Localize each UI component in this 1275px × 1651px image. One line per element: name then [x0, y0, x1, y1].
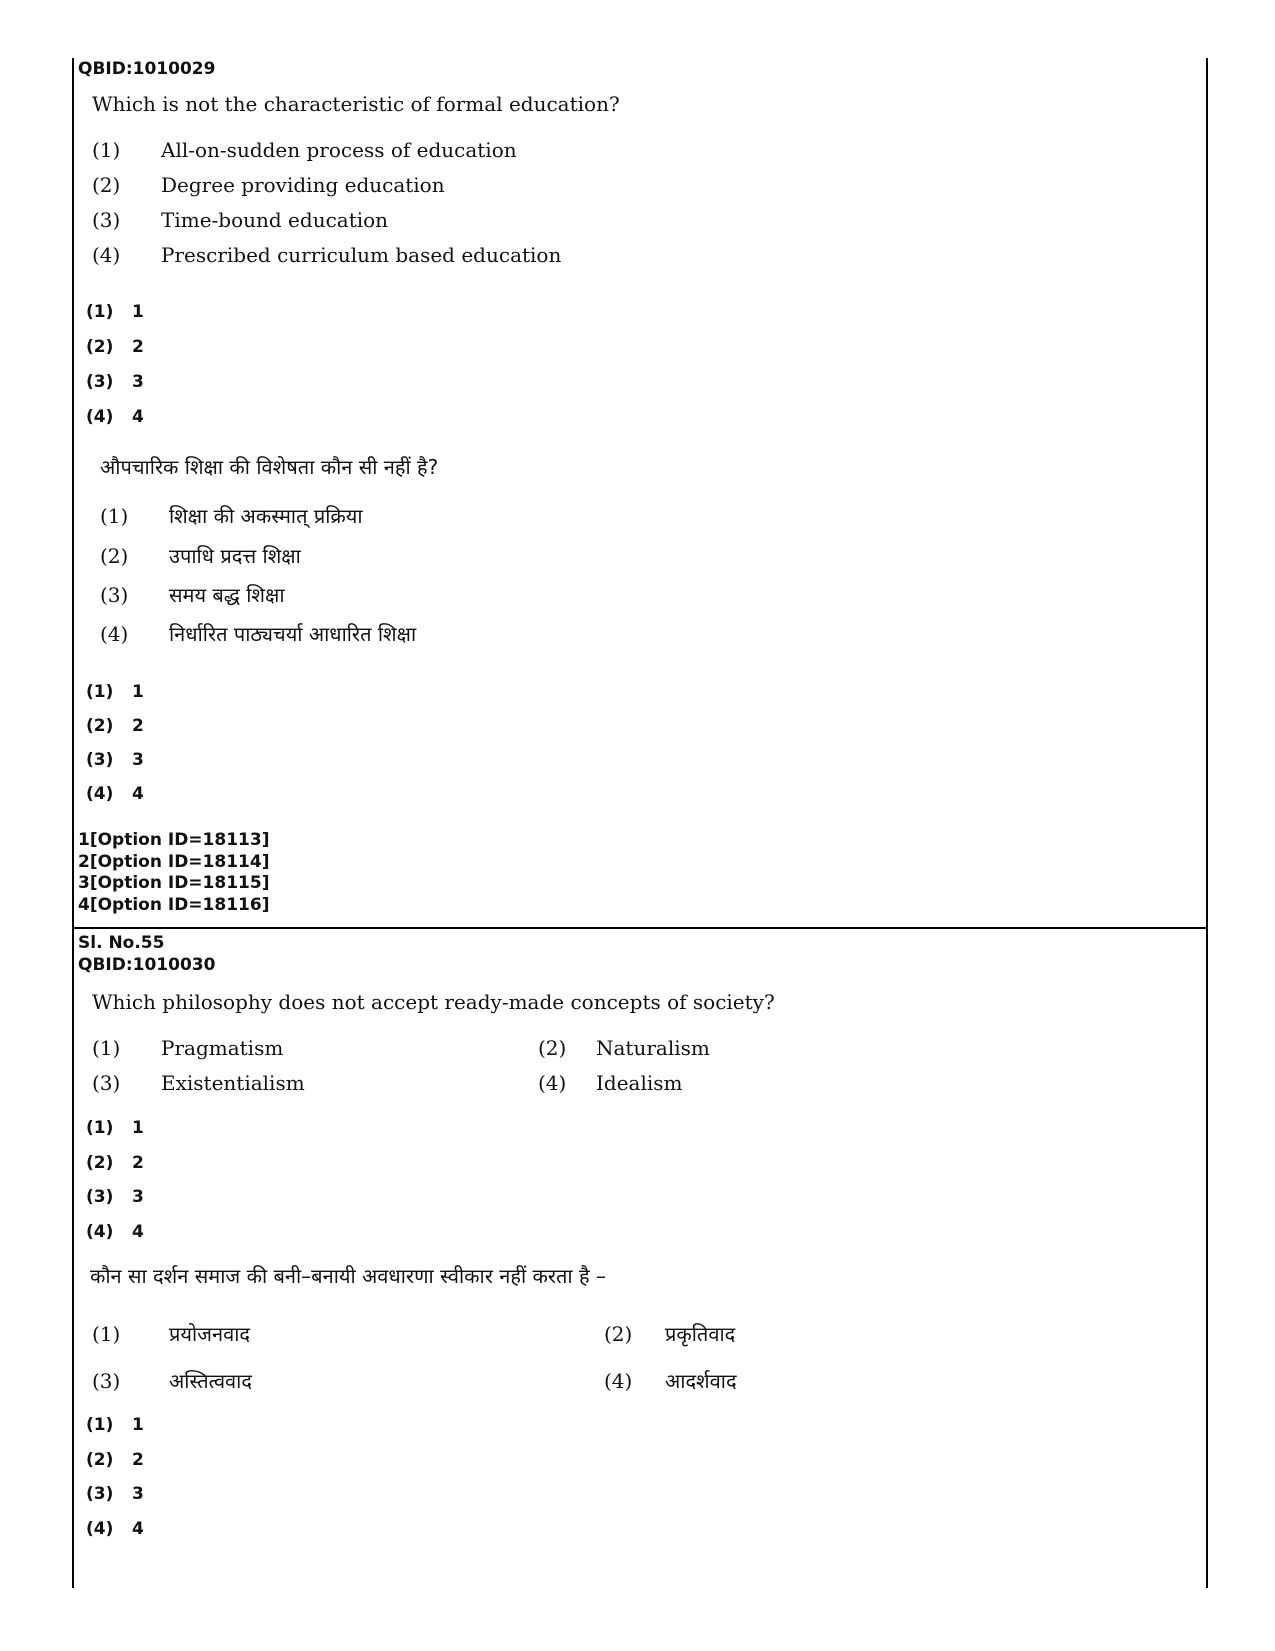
option-text: प्रयोजनवाद — [169, 1322, 251, 1346]
qbid-label: QBID:1010029 — [78, 59, 216, 79]
answer-choice[interactable]: (1) 1 — [86, 302, 144, 322]
option-text: निर्धारित पाठ्यचर्या आधारित शिक्षा — [169, 622, 417, 646]
option-text: Time-bound education — [161, 208, 389, 232]
option-text: अस्तित्ववाद — [169, 1369, 252, 1393]
answer-choice[interactable]: (3) 3 — [86, 750, 144, 770]
question-text-english: Which philosophy does not accept ready-made concepts of society? — [92, 990, 775, 1014]
option-id: 1[Option ID=18113] — [78, 830, 270, 850]
option-number: (3) — [92, 1071, 121, 1095]
option-id: 4[Option ID=18116] — [78, 894, 270, 915]
option-number: (2) — [100, 544, 129, 568]
option-id-list — [78, 830, 269, 916]
answer-choice[interactable]: (2) 2 — [86, 337, 144, 357]
option-number: (2) — [604, 1322, 633, 1346]
option-text: आदर्शवाद — [665, 1369, 737, 1393]
option-text: All-on-sudden process of education — [161, 138, 517, 162]
answer-choice[interactable]: (3) 3 — [86, 1187, 144, 1207]
answer-choice[interactable]: (2) 2 — [86, 1153, 144, 1173]
answer-choice[interactable]: (1) 1 — [86, 682, 144, 702]
question-text-hindi: औपचारिक शिक्षा की विशेषता कौन सी नहीं है? — [100, 455, 439, 479]
answer-choice[interactable]: (4) 4 — [86, 1519, 144, 1539]
answer-choice[interactable]: (4) 4 — [86, 1222, 144, 1242]
page-frame-right-border — [1206, 58, 1208, 1588]
answer-choice[interactable]: (2) 2 — [86, 1450, 144, 1470]
option-number: (3) — [100, 583, 129, 607]
option-number: (4) — [538, 1071, 567, 1095]
serial-number-label: Sl. No.55 — [78, 933, 165, 953]
question-divider — [72, 927, 1208, 929]
answer-choice[interactable]: (3) 3 — [86, 1484, 144, 1504]
qbid-label: QBID:1010030 — [78, 955, 216, 975]
question-text-english: Which is not the characteristic of formal education? — [92, 92, 620, 116]
option-number: (4) — [92, 243, 121, 267]
option-number: (2) — [92, 173, 121, 197]
answer-choice[interactable]: (2) 2 — [86, 716, 144, 736]
option-text: Prescribed curriculum based education — [161, 243, 562, 267]
page-frame-left-border — [72, 58, 74, 1588]
option-number: (1) — [100, 504, 129, 528]
option-number: (3) — [92, 1369, 121, 1393]
option-number: (4) — [100, 622, 129, 646]
answer-choice[interactable]: (1) 1 — [86, 1118, 144, 1138]
option-number: (1) — [92, 1322, 121, 1346]
option-id: 2[Option ID=18114] — [78, 851, 270, 872]
option-number: (1) — [92, 1036, 121, 1060]
question-text-hindi: कौन सा दर्शन समाज की बनी–बनायी अवधारणा स्वीकार नहीं करता है – — [90, 1264, 606, 1288]
option-text: Naturalism — [596, 1036, 710, 1060]
answer-choice[interactable]: (3) 3 — [86, 372, 144, 392]
option-text: Idealism — [596, 1071, 683, 1095]
option-text: Existentialism — [161, 1071, 305, 1095]
option-number: (4) — [604, 1369, 633, 1393]
answer-choice[interactable]: (1) 1 — [86, 1415, 144, 1435]
option-text: Degree providing education — [161, 173, 445, 197]
option-text: Pragmatism — [161, 1036, 284, 1060]
option-text: समय बद्ध शिक्षा — [169, 583, 285, 607]
answer-choice[interactable]: (4) 4 — [86, 407, 144, 427]
option-number: (1) — [92, 138, 121, 162]
option-number: (2) — [538, 1036, 567, 1060]
option-id: 3[Option ID=18115] — [78, 873, 270, 893]
answer-choice[interactable]: (4) 4 — [86, 784, 144, 804]
option-text: प्रकृतिवाद — [665, 1322, 736, 1346]
option-text: शिक्षा की अकस्मात् प्रक्रिया — [169, 504, 363, 528]
option-text: उपाधि प्रदत्त शिक्षा — [169, 544, 301, 568]
option-number: (3) — [92, 208, 121, 232]
